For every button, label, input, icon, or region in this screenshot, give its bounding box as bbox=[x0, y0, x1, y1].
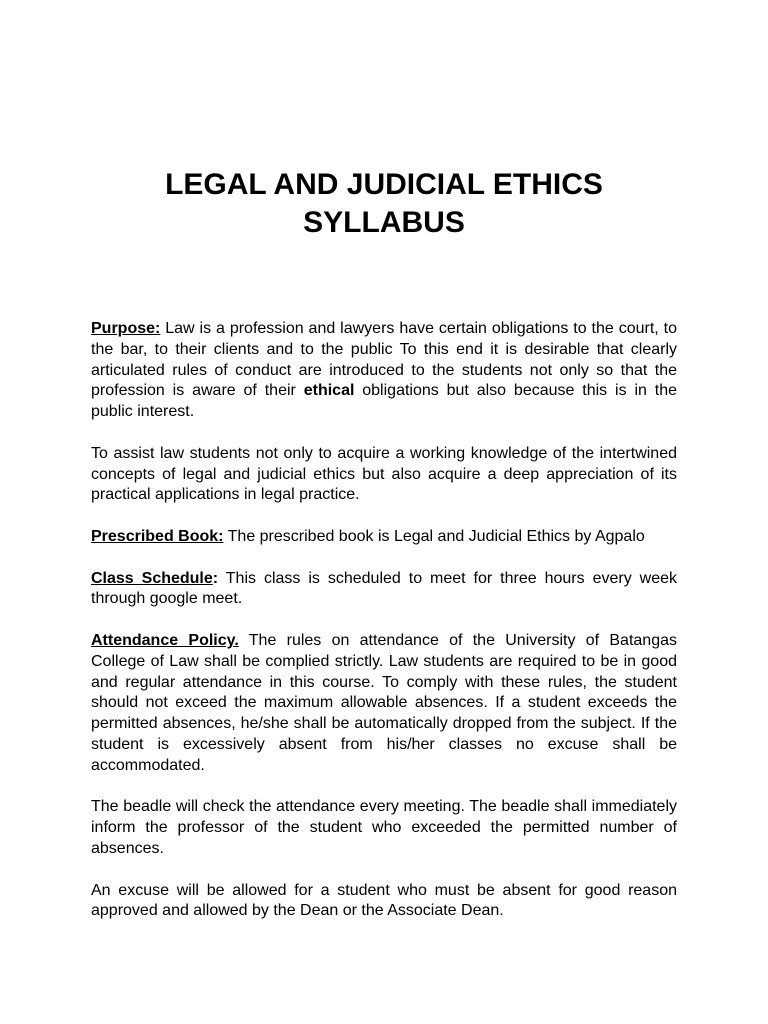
purpose-text-after: obligations but also because this is in the public interest. bbox=[91, 382, 678, 421]
title-line-1: LEGAL AND JUDICIAL ETHICS bbox=[165, 168, 603, 201]
prescribed-book-text: The prescribed book is Legal and Judicial Ethics by Agpalo bbox=[223, 527, 645, 545]
document-title bbox=[0, 166, 768, 242]
attendance-policy-label: Attendance Policy. bbox=[91, 631, 239, 649]
beadle-paragraph: The beadle will check the attendance every meeting. The beadle shall immediately inform the professor of the student who exceeded the permitted number of absences. bbox=[91, 798, 677, 857]
class-schedule-colon: : bbox=[212, 569, 219, 587]
purpose-text-before: Law is a profession and lawyers have certain obligations to the court, to the bar, to their clients and to the public To this end it is desirable that clearly articulated rules of conduct are introduced to the students not only so that the profession is aware of their bbox=[91, 320, 677, 400]
purpose-emphasis: ethical bbox=[303, 382, 355, 400]
title-line-2: SYLLABUS bbox=[303, 206, 465, 239]
purpose-label: Purpose: bbox=[91, 320, 161, 337]
class-schedule-label: Class Schedule bbox=[91, 569, 213, 587]
aim-paragraph: To assist law students not only to acquire a working knowledge of the intertwined concepts of legal and judicial ethics but also acquire a deep appreciation of its practical applications in legal practice. bbox=[91, 444, 677, 504]
class-schedule-paragraph bbox=[91, 569, 677, 611]
prescribed-book-label: Prescribed Book: bbox=[91, 527, 224, 545]
excuse-paragraph: An excuse will be allowed for a student who must be absent for good reason approved and allowed by the Dean or the Associate Dean. bbox=[91, 881, 677, 920]
purpose-paragraph bbox=[91, 319, 677, 423]
prescribed-book-paragraph bbox=[91, 527, 677, 548]
attendance-policy-paragraph bbox=[91, 631, 677, 777]
attendance-policy-text: The rules on attendance of the University of Batangas College of Law shall be complied strictly. Law students are required to be in good and regular attendance in this course. To comply with these rules, the student should not exceed the maximum allowable absences. If a student exceeds the permitted absences, he/she shall be automatically dropped from the subject. If the student is excessively absent from his/her classes no excuse shall be accommodated. bbox=[91, 631, 677, 774]
document-body bbox=[91, 319, 677, 943]
class-schedule-text: This class is scheduled to meet for three hours every week through google meet. bbox=[91, 569, 677, 608]
